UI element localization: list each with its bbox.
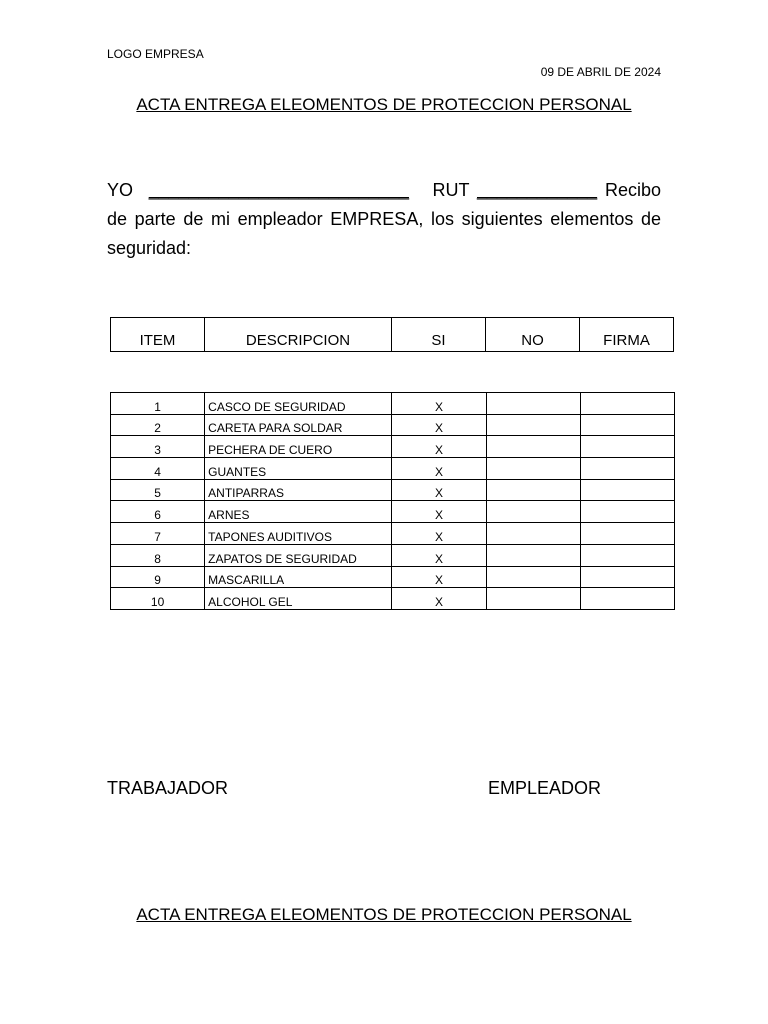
item-description: MASCARILLA	[205, 566, 392, 588]
worker-name-blank[interactable]: __________________________	[148, 180, 409, 200]
item-number: 10	[111, 588, 205, 610]
item-description: PECHERA DE CUERO	[205, 436, 392, 458]
item-signature[interactable]	[580, 479, 674, 501]
header-descripcion: DESCRIPCION	[205, 318, 392, 352]
header-si: SI	[392, 318, 486, 352]
document-date: 09 DE ABRIL DE 2024	[540, 65, 661, 79]
item-signature[interactable]	[580, 393, 674, 415]
table-row	[111, 393, 675, 415]
company-logo-placeholder: LOGO EMPRESA	[107, 47, 204, 61]
rut-label: RUT	[432, 180, 470, 200]
item-signature[interactable]	[580, 501, 674, 523]
item-number: 2	[111, 414, 205, 436]
item-no-mark[interactable]	[486, 501, 580, 523]
table-row	[111, 544, 675, 566]
table-row	[111, 566, 675, 588]
document-title: ACTA ENTREGA ELEOMENTOS DE PROTECCION PERSONAL	[136, 95, 632, 114]
item-no-mark[interactable]	[486, 479, 580, 501]
table-row	[111, 436, 675, 458]
item-no-mark[interactable]	[486, 393, 580, 415]
item-si-mark[interactable]: X	[392, 501, 486, 523]
items-body	[111, 393, 675, 610]
yo-label: YO	[107, 180, 134, 200]
item-si-mark[interactable]: X	[392, 544, 486, 566]
item-number: 8	[111, 544, 205, 566]
item-description: ZAPATOS DE SEGURIDAD	[205, 544, 392, 566]
receipt-text: Recibo de parte de mi empleador EMPRESA, los siguientes elementos de seguridad:	[107, 180, 661, 258]
item-number: 9	[111, 566, 205, 588]
item-number: 7	[111, 523, 205, 545]
item-no-mark[interactable]	[486, 566, 580, 588]
item-number: 1	[111, 393, 205, 415]
item-si-mark[interactable]: X	[392, 566, 486, 588]
item-signature[interactable]	[580, 414, 674, 436]
table-row	[111, 414, 675, 436]
item-no-mark[interactable]	[486, 588, 580, 610]
rut-blank[interactable]: ____________	[476, 180, 598, 200]
item-description: ANTIPARRAS	[205, 479, 392, 501]
table-row	[111, 501, 675, 523]
item-number: 4	[111, 458, 205, 480]
item-description: ALCOHOL GEL	[205, 588, 392, 610]
item-description: ARNES	[205, 501, 392, 523]
items-table	[110, 392, 675, 610]
item-si-mark[interactable]: X	[392, 588, 486, 610]
item-signature[interactable]	[580, 436, 674, 458]
item-signature[interactable]	[580, 523, 674, 545]
item-si-mark[interactable]: X	[392, 414, 486, 436]
item-no-mark[interactable]	[486, 523, 580, 545]
item-no-mark[interactable]	[486, 458, 580, 480]
item-signature[interactable]	[580, 544, 674, 566]
employer-signature-label: EMPLEADOR	[488, 778, 602, 798]
item-description: CASCO DE SEGURIDAD	[205, 393, 392, 415]
item-si-mark[interactable]: X	[392, 458, 486, 480]
item-si-mark[interactable]: X	[392, 393, 486, 415]
items-header-table	[110, 317, 674, 352]
item-description: TAPONES AUDITIVOS	[205, 523, 392, 545]
worker-signature-label: TRABAJADOR	[107, 778, 229, 798]
item-si-mark[interactable]: X	[392, 436, 486, 458]
table-row	[111, 523, 675, 545]
item-si-mark[interactable]: X	[392, 479, 486, 501]
item-description: GUANTES	[205, 458, 392, 480]
item-no-mark[interactable]	[486, 544, 580, 566]
item-signature[interactable]	[580, 458, 674, 480]
item-signature[interactable]	[580, 566, 674, 588]
table-row	[111, 479, 675, 501]
item-no-mark[interactable]	[486, 414, 580, 436]
header-no: NO	[486, 318, 580, 352]
item-no-mark[interactable]	[486, 436, 580, 458]
item-number: 3	[111, 436, 205, 458]
repeated-document-title: ACTA ENTREGA ELEOMENTOS DE PROTECCION PERSONAL	[136, 905, 632, 924]
item-si-mark[interactable]: X	[392, 523, 486, 545]
table-row	[111, 588, 675, 610]
item-description: CARETA PARA SOLDAR	[205, 414, 392, 436]
item-number: 6	[111, 501, 205, 523]
item-number: 5	[111, 479, 205, 501]
header-firma: FIRMA	[580, 318, 674, 352]
header-row	[111, 318, 674, 352]
receipt-paragraph	[107, 176, 661, 263]
item-signature[interactable]	[580, 588, 674, 610]
table-row	[111, 458, 675, 480]
header-item: ITEM	[111, 318, 205, 352]
